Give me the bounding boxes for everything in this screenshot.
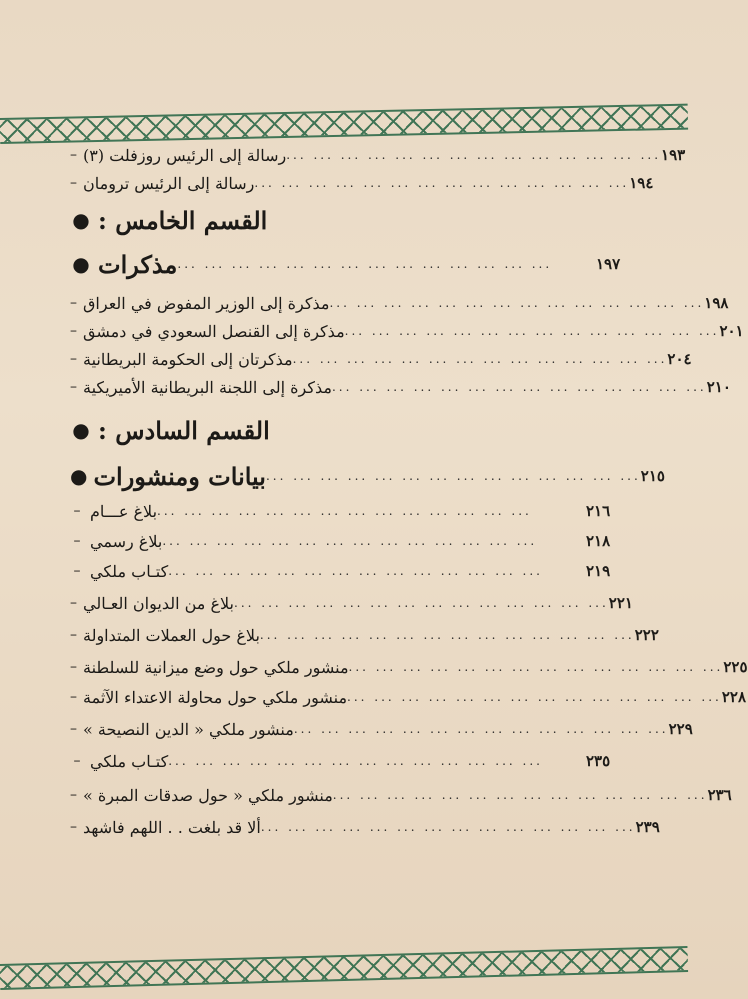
entry-page-number: ٢٣٥	[586, 752, 611, 770]
dash-marker: –	[70, 819, 77, 835]
dash-marker: –	[73, 533, 81, 549]
leader-dots: ... ... ... ... ... ... ... ... ... ... ... ... ... ...	[168, 564, 543, 578]
subsection-heading-statements	[70, 456, 665, 496]
leader-dots: ... ... ... ... ... ... ... ... ... ... ... ... ... ...	[254, 176, 630, 190]
entry-label: مذكرتان إلى الحكومة البريطانية	[83, 349, 293, 369]
leader-dots: ... ... ... ... ... ... ... ... ... ... ... ... ... ...	[260, 820, 636, 834]
bullet-icon: ●	[72, 418, 90, 442]
toc-entry	[70, 140, 686, 170]
leader-dots: ... ... ... ... ... ... ... ... ... ... ... ... ... ...	[157, 504, 532, 518]
entry-page-number: ١٩٤	[629, 174, 654, 192]
dash-marker: –	[70, 595, 77, 611]
dash-marker: –	[70, 721, 77, 737]
subsection-page-number: ٢١٥	[640, 467, 665, 485]
entry-page-number: ٢٢٨	[721, 688, 746, 706]
dash-marker: –	[70, 659, 77, 675]
entry-label: كتـاب ملكي	[90, 751, 169, 771]
toc-entry	[70, 316, 744, 346]
dash-marker: –	[70, 351, 77, 367]
toc-entry	[70, 288, 729, 318]
entry-label: منشور ملكي « الدين النصيحة »	[83, 719, 294, 739]
section-title: القسم السادس :	[98, 415, 270, 445]
leader-dots: ... ... ... ... ... ... ... ... ... ... ... ... ... ...	[286, 148, 662, 162]
toc-entry	[70, 372, 731, 402]
dash-marker: –	[70, 147, 77, 163]
leader-dots: ... ... ... ... ... ... ... ... ... ... ... ... ... ...	[344, 324, 720, 338]
toc-entry	[70, 588, 633, 618]
toc-entry	[70, 812, 660, 842]
entry-page-number: ٢٢١	[608, 594, 633, 612]
toc-entry	[70, 496, 630, 526]
dash-marker: –	[73, 503, 81, 519]
entry-label: بلاغ من الديوان العـالي	[83, 593, 234, 613]
dash-marker: –	[73, 753, 81, 769]
entry-label: مذكرة إلى اللجنة البريطانية الأميريكية	[83, 377, 332, 397]
entry-page-number: ٢١٨	[586, 532, 611, 550]
toc-entry	[70, 780, 732, 810]
subsection-title: بيانات ومنشورات	[93, 461, 266, 491]
section-title: القسم الخامس :	[98, 205, 268, 235]
toc-entry	[70, 746, 630, 776]
entry-page-number: ٢٣٦	[707, 786, 732, 804]
dash-marker: –	[70, 787, 77, 803]
toc-entry	[70, 556, 630, 586]
entry-label: منشور ملكي حول محاولة الاعتداء الآثمة	[83, 687, 348, 707]
subsection-heading-memos	[70, 244, 640, 284]
toc-entry	[70, 168, 654, 198]
dash-marker: –	[70, 689, 77, 705]
leader-dots: ... ... ... ... ... ... ... ... ... ... ... ... ... ...	[348, 660, 724, 674]
leader-dots: ... ... ... ... ... ... ... ... ... ... ... ... ... ...	[162, 534, 538, 548]
entry-page-number: ٢٢٢	[634, 626, 659, 644]
subsection-page-number: ١٩٧	[596, 255, 621, 273]
leader-dots: ... ... ... ... ... ... ... ... ... ... ... ... ... ...	[177, 257, 553, 271]
dash-marker: –	[70, 627, 77, 643]
entry-label: رسالة إلى الرئيس روزفلت (٣)	[83, 145, 287, 165]
dash-marker: –	[70, 175, 77, 191]
toc-entry	[70, 682, 746, 712]
section-heading-5	[70, 200, 640, 240]
leader-dots: ... ... ... ... ... ... ... ... ... ... ... ... ... ...	[292, 352, 668, 366]
entry-page-number: ٢١٩	[586, 562, 611, 580]
leader-dots: ... ... ... ... ... ... ... ... ... ... ... ... ... ...	[265, 469, 641, 483]
entry-label: رسالة إلى الرئيس ترومان	[83, 173, 255, 193]
leader-dots: ... ... ... ... ... ... ... ... ... ... ... ... ... ...	[332, 788, 708, 802]
dash-marker: –	[73, 563, 81, 579]
subsection-title: مذكرات	[98, 249, 178, 279]
entry-page-number: ٢١٠	[706, 378, 731, 396]
dash-marker: –	[70, 323, 77, 339]
toc-entry	[70, 652, 748, 682]
leader-dots: ... ... ... ... ... ... ... ... ... ... ... ... ... ...	[347, 690, 722, 704]
leader-dots: ... ... ... ... ... ... ... ... ... ... ... ... ... ...	[259, 628, 635, 642]
entry-page-number: ١٩٨	[704, 294, 729, 312]
leader-dots: ... ... ... ... ... ... ... ... ... ... ... ... ... ...	[329, 296, 705, 310]
entry-page-number: ٢٠١	[719, 322, 744, 340]
entry-page-number: ٢١٦	[586, 502, 611, 520]
entry-page-number: ٢٠٤	[667, 350, 692, 368]
bullet-icon: ●	[72, 208, 90, 232]
entry-label: بلاغ رسمي	[90, 531, 163, 551]
entry-page-number: ٢٣٩	[635, 818, 660, 836]
entry-label: منشور ملكي « حول صدقات المبرة »	[83, 785, 333, 805]
toc-entry	[70, 526, 630, 556]
entry-label: كتـاب ملكي	[90, 561, 169, 581]
leader-dots: ... ... ... ... ... ... ... ... ... ... ... ... ... ...	[331, 380, 707, 394]
dash-marker: –	[70, 379, 77, 395]
leader-dots: ... ... ... ... ... ... ... ... ... ... ... ... ... ...	[234, 596, 609, 610]
entry-label: مذكرة إلى الوزير المفوض في العراق	[83, 293, 330, 313]
section-heading-6	[70, 410, 640, 450]
leader-dots: ... ... ... ... ... ... ... ... ... ... ... ... ... ...	[168, 754, 543, 768]
leader-dots: ... ... ... ... ... ... ... ... ... ... ... ... ... ...	[293, 722, 669, 736]
entry-label: مذكرة إلى القنصل السعودي في دمشق	[83, 321, 345, 341]
entry-page-number: ٢٢٥	[723, 658, 748, 676]
entry-label: بلاغ حول العملات المتداولة	[83, 625, 260, 645]
bullet-icon: ●	[72, 252, 90, 276]
entry-page-number: ٢٢٩	[668, 720, 693, 738]
dash-marker: –	[70, 295, 77, 311]
entry-label: منشور ملكي حول وضع ميزانية للسلطنة	[83, 657, 349, 677]
bullet-icon: ●	[70, 464, 88, 488]
toc-entry	[70, 620, 659, 650]
entry-page-number: ١٩٣	[661, 146, 686, 164]
entry-label: ألا قد بلغت . . اللهم فاشهد	[83, 817, 261, 837]
toc-entry	[70, 344, 692, 374]
entry-label: بلاغ عـــام	[90, 501, 158, 521]
toc-entry	[70, 714, 693, 744]
